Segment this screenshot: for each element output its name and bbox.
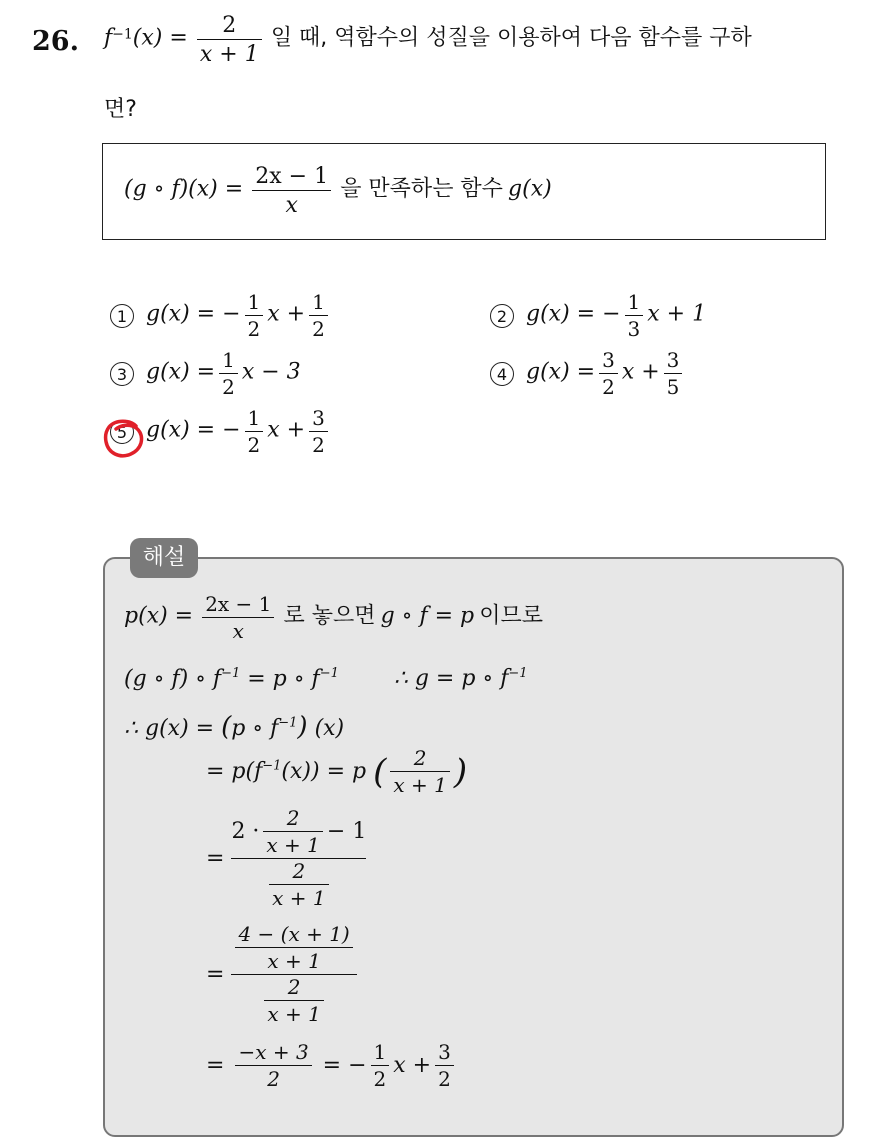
choice-5-frac-a xyxy=(245,408,264,456)
choice-5-frac-b-num: 3 xyxy=(309,408,328,432)
solution-l2-sup2: −1 xyxy=(319,666,339,681)
solution-l2-mid: = p ∘ f xyxy=(247,666,320,692)
solution-line-4: = $p(f^{-1}(x)) = p$ ( $\frac{2}{x + 1}$ ) xyxy=(206,746,468,797)
problem-text-line1: 일 때, 역함수의 성질을 이용하여 다음 함수를 구하 xyxy=(270,25,752,51)
choice-5-marker: 5 xyxy=(110,420,134,444)
choice-4-frac-a-num: 3 xyxy=(599,350,618,374)
solution-l4-start: = p(f xyxy=(206,759,263,784)
solution-tab: 해설 xyxy=(130,538,198,578)
solution-l5-bot-den: x + 1 xyxy=(272,886,326,910)
solution-l5-bot-num: 2 xyxy=(269,861,328,885)
problem-statement xyxy=(104,14,752,66)
choice-1-frac-b-den: 2 xyxy=(312,317,325,341)
solution-l6-top-frac xyxy=(235,924,352,972)
solution-l5-complex-fraction xyxy=(231,808,366,909)
solution-l3-inner: p ∘ f xyxy=(231,716,279,741)
choice-4-lhs: g(x) = xyxy=(526,359,596,385)
solution-l7-mid: = − xyxy=(322,1053,367,1078)
solution-l1-den: x xyxy=(232,619,244,643)
choice-4-frac-a-den: 2 xyxy=(602,375,615,399)
choice-5-frac-a-num: 1 xyxy=(245,408,264,432)
choice-1-marker: 1 xyxy=(110,304,134,328)
solution-l4-mid: (x)) = p xyxy=(281,759,367,784)
choice-3-frac-a-num: 1 xyxy=(219,350,238,374)
inverse-fraction xyxy=(197,14,262,66)
inverse-function-name: f xyxy=(104,25,113,51)
solution-l5-top-left: 2 · xyxy=(231,819,260,844)
solution-l4-num: 2 xyxy=(390,748,449,772)
choice-3[interactable] xyxy=(110,350,301,398)
choice-3-marker: 3 xyxy=(110,362,134,386)
inverse-argument: (x) = xyxy=(132,25,188,51)
solution-l5-eq: = xyxy=(206,846,225,871)
solution-l4-fraction xyxy=(390,748,449,796)
solution-l3-start: ∴ g(x) = xyxy=(124,716,215,741)
inverse-superscript: −1 xyxy=(112,26,133,43)
choice-2-frac-a xyxy=(625,292,644,340)
condition-statement xyxy=(124,165,552,217)
choice-1-frac-a-num: 1 xyxy=(245,292,264,316)
choice-2-mid: x + 1 xyxy=(647,301,707,327)
condition-target: g(x) xyxy=(508,176,552,202)
choice-3-lhs: g(x) = xyxy=(146,359,216,385)
solution-l3-sup: −1 xyxy=(278,715,298,731)
solution-l6-eq: = xyxy=(206,962,225,987)
solution-line-1 xyxy=(124,594,543,642)
solution-l1-num: 2x − 1 xyxy=(202,594,274,618)
solution-l7-fraction xyxy=(235,1042,311,1090)
choice-4-frac-a xyxy=(599,350,618,398)
choice-1-lhs: g(x) = − xyxy=(146,301,241,327)
solution-l7-b-num: 3 xyxy=(435,1042,454,1066)
choice-5-mid: x + xyxy=(267,417,306,443)
solution-l1-lhs: p(x) = xyxy=(124,603,194,629)
choice-4-frac-b-den: 5 xyxy=(666,375,680,399)
solution-l5-top-den: x + 1 xyxy=(266,833,320,857)
solution-l6-bot-frac xyxy=(264,977,323,1025)
condition-fraction-numerator: 2x − 1 xyxy=(252,165,331,191)
solution-l5-top-right: − 1 xyxy=(326,819,367,844)
condition-fraction-denominator: x xyxy=(285,193,298,219)
choice-1-frac-b xyxy=(309,292,328,340)
condition-text: 을 만족하는 함수 xyxy=(340,176,503,202)
solution-l4-den: x + 1 xyxy=(393,773,447,797)
solution-l1-eq: g ∘ f = p xyxy=(380,603,475,629)
solution-line-3: ∴ g(x) = (p ∘ $f^{-1}$) (x) xyxy=(124,712,345,742)
solution-l2-right: ∴ g = p ∘ f xyxy=(393,666,509,692)
solution-l7-frac-b xyxy=(435,1042,454,1090)
choice-5-frac-b-den: 2 xyxy=(312,433,325,457)
solution-l3-end: (x) xyxy=(314,716,345,741)
choice-1[interactable] xyxy=(110,292,332,340)
solution-l4-sup: −1 xyxy=(262,758,282,774)
solution-l7-frac-a xyxy=(371,1042,390,1090)
solution-l6-complex-fraction xyxy=(231,924,356,1025)
choice-3-mid: x − 3 xyxy=(241,359,301,385)
choice-2[interactable] xyxy=(490,292,706,340)
solution-l7-a-den: 2 xyxy=(373,1067,387,1091)
solution-line-2 xyxy=(124,666,528,691)
solution-line-5 xyxy=(206,808,366,909)
choice-5-frac-a-den: 2 xyxy=(247,433,261,457)
solution-l6-bot-num: 2 xyxy=(264,977,323,1001)
problem-number: 26. xyxy=(32,26,79,57)
choice-3-frac-a xyxy=(219,350,238,398)
choice-1-frac-a-den: 2 xyxy=(247,317,261,341)
solution-l5-top-num: 2 xyxy=(263,808,322,832)
answer-mark-icon xyxy=(102,418,146,460)
choice-5-lhs: g(x) = − xyxy=(146,417,241,443)
choice-2-frac-a-den: 3 xyxy=(627,317,641,341)
solution-l7-b-den: 2 xyxy=(438,1067,451,1091)
inverse-fraction-numerator: 2 xyxy=(197,14,262,40)
choice-1-mid: x + xyxy=(267,301,306,327)
solution-l7-num: −x + 3 xyxy=(235,1042,311,1066)
solution-l2-sup3: −1 xyxy=(508,666,528,681)
choice-4-mid: x + xyxy=(621,359,660,385)
solution-l5-top-frac xyxy=(263,808,322,856)
solution-l6-bot-den: x + 1 xyxy=(267,1002,321,1026)
choice-4-frac-b xyxy=(664,350,683,398)
inverse-fraction-denominator: x + 1 xyxy=(199,42,259,68)
solution-l6-top-den: x + 1 xyxy=(267,949,321,973)
solution-l1-fraction xyxy=(202,594,274,642)
solution-l2-sup1: −1 xyxy=(221,666,241,681)
solution-l5-bot-frac xyxy=(269,861,328,909)
choice-2-lhs: g(x) = − xyxy=(526,301,621,327)
solution-l7-den: 2 xyxy=(267,1067,280,1091)
choice-4[interactable] xyxy=(490,350,686,398)
solution-l7-mid2: x + xyxy=(393,1053,432,1078)
solution-l1-text: 로 놓으면 xyxy=(283,603,376,629)
choice-3-frac-a-den: 2 xyxy=(222,375,235,399)
condition-lhs: (g ∘ f)(x) = xyxy=(124,176,244,202)
solution-l6-top-num: 4 − (x + 1) xyxy=(235,924,352,948)
choice-1-frac-a xyxy=(245,292,264,340)
solution-line-7 xyxy=(206,1042,458,1090)
choice-5-frac-b xyxy=(309,408,328,456)
choice-1-frac-b-num: 1 xyxy=(309,292,328,316)
solution-l2-left: (g ∘ f) ∘ f xyxy=(124,666,222,692)
choice-2-frac-a-num: 1 xyxy=(625,292,644,316)
solution-line-6 xyxy=(206,924,357,1025)
problem-text-line2: 면? xyxy=(104,97,137,122)
choice-2-marker: 2 xyxy=(490,304,514,328)
choice-4-frac-b-num: 3 xyxy=(664,350,683,374)
condition-fraction xyxy=(252,165,331,217)
solution-l1-text2: 이므로 xyxy=(479,603,543,629)
solution-l7-eq: = xyxy=(206,1053,225,1078)
solution-l7-a-num: 1 xyxy=(371,1042,390,1066)
choice-4-marker: 4 xyxy=(490,362,514,386)
